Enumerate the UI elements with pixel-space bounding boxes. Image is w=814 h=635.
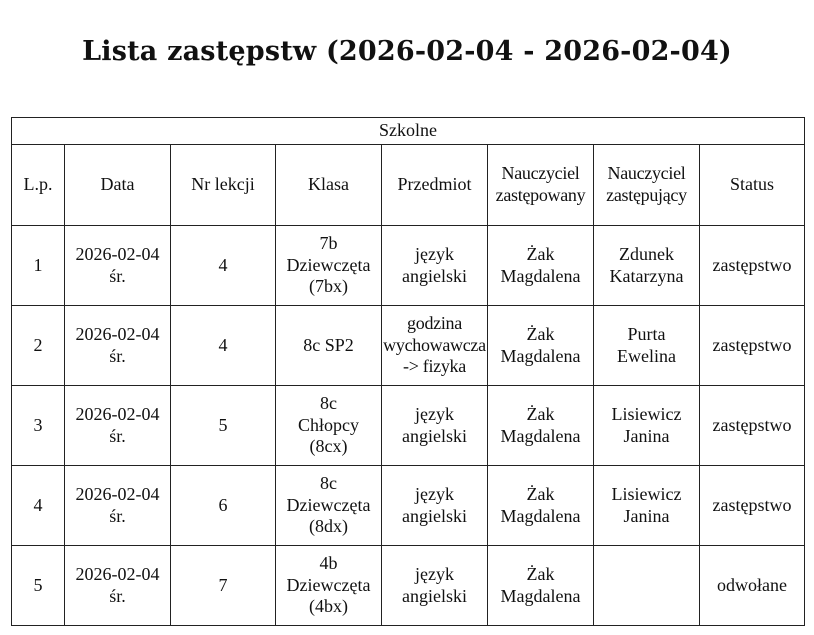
cell-class	[276, 306, 382, 386]
cell-line: angielski	[402, 265, 467, 286]
cell-line: godzina	[407, 313, 462, 334]
section-header: Szkolne	[12, 118, 805, 145]
cell-status: zastępstwo	[700, 466, 805, 546]
cell-line: Żak	[526, 563, 555, 584]
cell-absent-teacher	[488, 466, 594, 546]
cell-line: wychowawcza	[383, 334, 486, 355]
cell-line: Żak	[526, 243, 555, 264]
cell-line: 2026-02-04	[75, 563, 160, 584]
cell-line: język	[415, 243, 454, 264]
cell-line: 4b	[319, 553, 338, 574]
cell-line: Przedmiot	[397, 174, 472, 195]
column-header-substitute-teacher	[594, 145, 700, 226]
cell-substitute-teacher	[594, 226, 700, 306]
cell-line: 2026-02-04	[75, 323, 160, 344]
cell-absent-teacher	[488, 386, 594, 466]
cell-line: Janina	[623, 425, 670, 446]
cell-line: (8cx)	[309, 436, 348, 457]
cell-line: zastępujący	[606, 185, 687, 205]
column-header-row	[12, 145, 805, 226]
cell-line: 2026-02-04	[75, 483, 160, 504]
cell-line: Nr lekcji	[191, 174, 255, 195]
cell-class	[276, 386, 382, 466]
cell-line: 8c	[320, 393, 337, 414]
column-header-absent-teacher	[488, 145, 594, 226]
cell-subject	[382, 226, 488, 306]
cell-line: 8c	[320, 473, 337, 494]
cell-line: (4bx)	[309, 596, 348, 617]
cell-lp: 4	[12, 466, 65, 546]
cell-subject	[382, 386, 488, 466]
cell-subject	[382, 546, 488, 626]
cell-line: L.p.	[23, 174, 53, 195]
cell-line: zastępowany	[495, 185, 586, 205]
cell-line: Dziewczęta	[286, 574, 371, 595]
cell-line: Magdalena	[500, 425, 581, 446]
cell-status: odwołane	[700, 546, 805, 626]
cell-date	[65, 306, 171, 386]
cell-substitute-teacher	[594, 306, 700, 386]
cell-status: zastępstwo	[700, 386, 805, 466]
cell-substitute-teacher	[594, 466, 700, 546]
column-header-subject	[382, 145, 488, 226]
cell-line: Purta	[627, 323, 666, 344]
cell-status: zastępstwo	[700, 226, 805, 306]
cell-line: Status	[729, 174, 774, 195]
cell-class	[276, 226, 382, 306]
cell-date	[65, 226, 171, 306]
table-row	[12, 306, 805, 386]
cell-line: Żak	[526, 483, 555, 504]
cell-line: Zdunek	[619, 243, 674, 264]
cell-date	[65, 386, 171, 466]
cell-line: -> fizyka	[403, 356, 466, 377]
cell-absent-teacher	[488, 546, 594, 626]
column-header-lesson	[171, 145, 276, 226]
cell-line: angielski	[402, 425, 467, 446]
cell-line: Katarzyna	[609, 265, 684, 286]
column-header-date	[65, 145, 171, 226]
cell-line: angielski	[402, 585, 467, 606]
cell-date	[65, 466, 171, 546]
cell-line: Magdalena	[500, 585, 581, 606]
cell-line: 8c SP2	[303, 334, 354, 355]
cell-line: Lisiewicz	[611, 483, 682, 504]
cell-line: Magdalena	[500, 265, 581, 286]
substitutions-table	[11, 117, 805, 626]
cell-line: Magdalena	[500, 505, 581, 526]
table-body	[12, 226, 805, 626]
cell-lesson: 6	[171, 466, 276, 546]
column-header-class	[276, 145, 382, 226]
cell-line: Nauczyciel	[607, 163, 686, 184]
cell-lesson: 4	[171, 226, 276, 306]
cell-line: 2026-02-04	[75, 243, 160, 264]
cell-line: (7bx)	[309, 276, 348, 297]
cell-line: Żak	[526, 323, 555, 344]
cell-class	[276, 466, 382, 546]
cell-line: śr.	[109, 585, 126, 606]
table-row	[12, 386, 805, 466]
cell-line: Chłopcy	[298, 414, 359, 435]
cell-line: Magdalena	[500, 345, 581, 366]
cell-lesson: 4	[171, 306, 276, 386]
cell-class	[276, 546, 382, 626]
cell-line: śr.	[109, 425, 126, 446]
cell-line: Janina	[623, 505, 670, 526]
cell-lp: 1	[12, 226, 65, 306]
cell-line: język	[415, 563, 454, 584]
cell-subject	[382, 306, 488, 386]
cell-line: Lisiewicz	[611, 403, 682, 424]
cell-line: Dziewczęta	[286, 254, 371, 275]
cell-lesson: 5	[171, 386, 276, 466]
cell-line: śr.	[109, 505, 126, 526]
cell-line: Żak	[526, 403, 555, 424]
page-title: Lista zastępstw (2026-02-04 - 2026-02-04)	[82, 36, 732, 67]
cell-lp: 2	[12, 306, 65, 386]
table-row	[12, 466, 805, 546]
cell-line: Dziewczęta	[286, 494, 371, 515]
cell-substitute-teacher	[594, 546, 700, 626]
column-header-status	[700, 145, 805, 226]
column-header-lp	[12, 145, 65, 226]
cell-lp: 3	[12, 386, 65, 466]
table-row	[12, 226, 805, 306]
cell-line: śr.	[109, 265, 126, 286]
cell-line: Nauczyciel	[501, 163, 580, 184]
cell-line: (8dx)	[309, 516, 348, 537]
cell-lesson: 7	[171, 546, 276, 626]
section-row	[12, 118, 805, 145]
cell-absent-teacher	[488, 226, 594, 306]
cell-line: śr.	[109, 345, 126, 366]
cell-substitute-teacher	[594, 386, 700, 466]
cell-line: Klasa	[308, 174, 349, 195]
cell-line: język	[415, 483, 454, 504]
cell-date	[65, 546, 171, 626]
cell-line: angielski	[402, 505, 467, 526]
cell-line: 7b	[319, 233, 338, 254]
table-row	[12, 546, 805, 626]
cell-line: Data	[100, 174, 135, 195]
cell-lp: 5	[12, 546, 65, 626]
cell-subject	[382, 466, 488, 546]
cell-line: Ewelina	[617, 345, 676, 366]
cell-absent-teacher	[488, 306, 594, 386]
cell-line: 2026-02-04	[75, 403, 160, 424]
cell-status: zastępstwo	[700, 306, 805, 386]
cell-line: język	[415, 403, 454, 424]
